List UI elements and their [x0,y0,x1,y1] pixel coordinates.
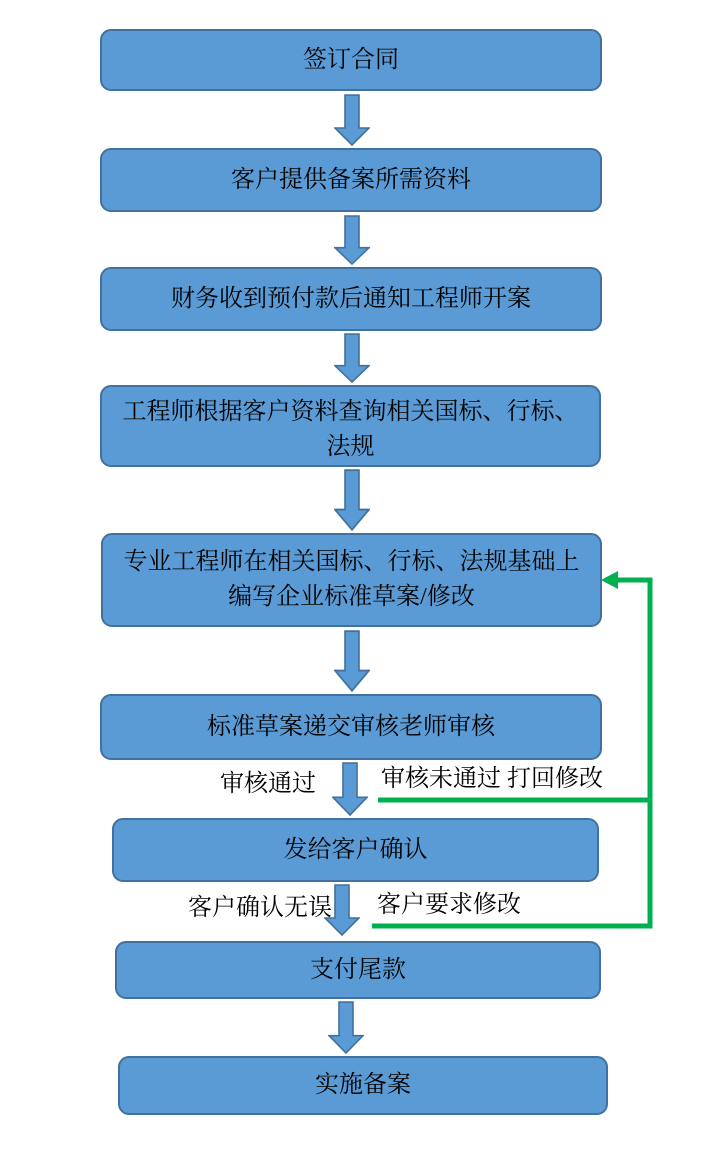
edge-label-customer-ok: 客户确认无误 [188,895,332,921]
flow-node-draft-standard: 专业工程师在相关国标、行标、法规基础上编写企业标准草案/修改 [101,533,602,627]
flow-node-sign-contract: 签订合同 [100,29,602,91]
flow-node-customer-materials: 客户提供备案所需资料 [100,148,602,212]
flow-node-implement-filing: 实施备案 [118,1056,608,1115]
flow-node-customer-confirm: 发给客户确认 [112,818,599,882]
block-down-arrow-icon [334,94,370,146]
block-down-arrow-icon [334,215,370,265]
flow-node-finance-open-case: 财务收到预付款后通知工程师开案 [100,267,602,331]
block-down-arrow-icon [334,630,370,692]
edge-label-customer-change: 客户要求修改 [377,892,521,918]
flow-node-engineer-research: 工程师根据客户资料查询相关国标、行标、法规 [100,385,601,467]
block-down-arrow-icon [334,333,370,383]
flow-node-pay-balance: 支付尾款 [115,941,601,999]
block-down-arrow-icon [334,469,370,531]
left-arrowhead-icon [601,571,618,589]
block-down-arrow-icon [328,1001,364,1054]
edge-label-review-pass: 审核通过 [220,771,316,797]
edge-label-review-fail: 审核未通过 打回修改 [381,766,603,792]
block-down-arrow-icon [332,762,368,816]
flow-node-submit-review: 标准草案递交审核老师审核 [100,694,602,760]
